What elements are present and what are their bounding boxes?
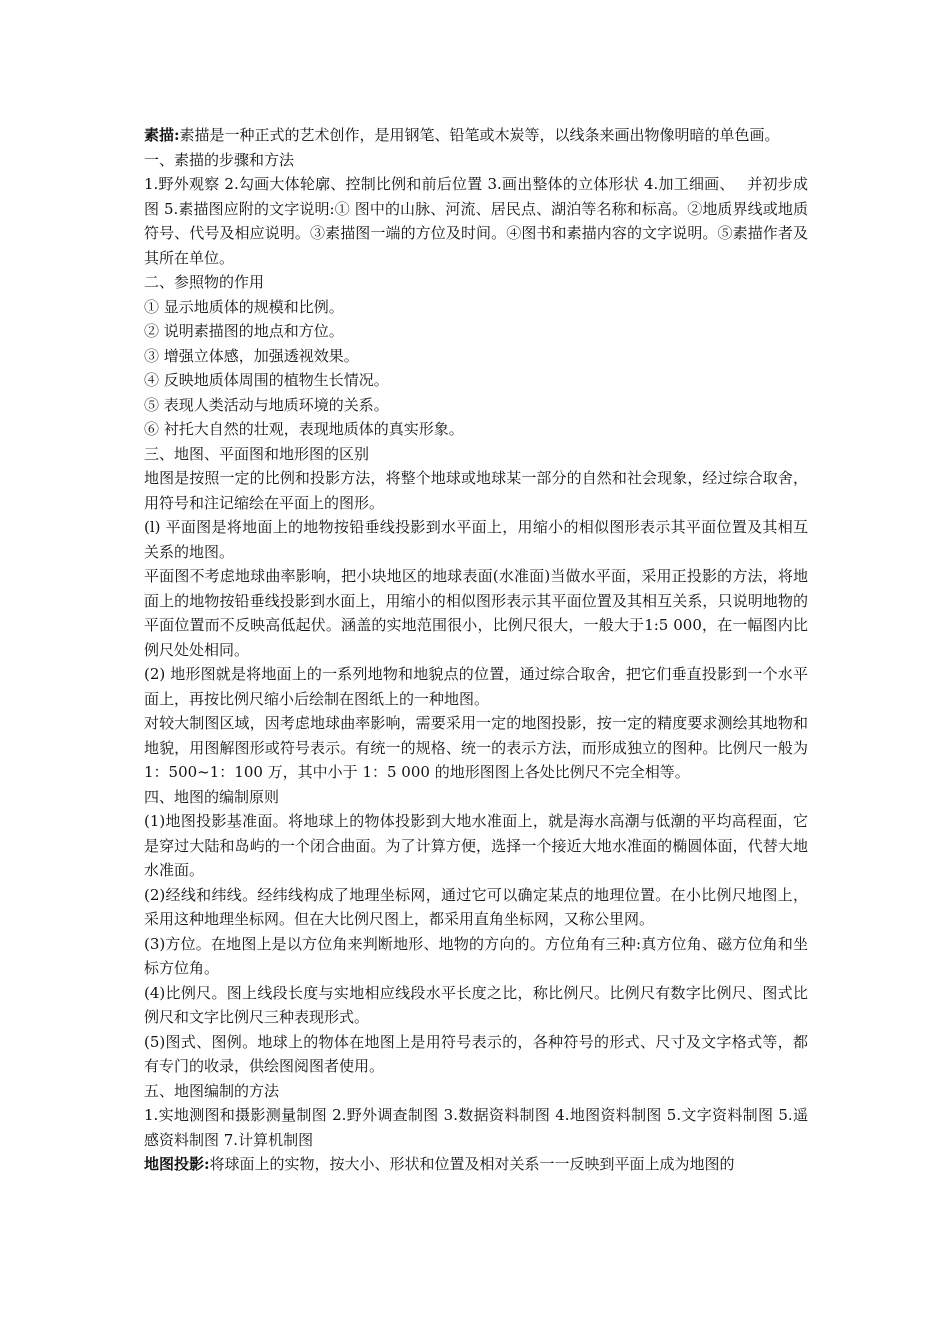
paragraph-steps: 1.野外观察 2.勾画大体轮廓、控制比例和前后位置 3.画出整体的立体形状 4.加工细画、 并初步成图 5.素描图应附的文字说明:① 图中的山脉、河流、居民点、湖泊等名称和标高。②地质界线或地质符号、代号及相应说明。③素描图一端的方位及时间。④图书和素描内容的文字说明。⑤素描作者及其所在单位。: [144, 175, 808, 267]
list-item-3: ③ 增强立体感，加强透视效果。: [144, 346, 359, 365]
paragraph-plan-map-detail: 平面图不考虑地球曲率影响，把小块地区的地球表面(水准面)当做水平面，采用正投影的方法，将地面上的地物按铅垂线投影到水面上，用缩小的相似图形表示其平面位置及其相互关系，只说明地物的平面位置而不反映高低起伏。涵盖的实地范围很小，比例尺很大，一般大于1:5 000，在一幅图内比例尺处处相同。: [144, 567, 808, 659]
list-item-2: ② 说明素描图的地点和方位。: [144, 322, 344, 340]
paragraph-map-definition: 地图是按照一定的比例和投影方法，将整个地球或地球某一部分的自然和社会现象，经过综合取舍，用符号和注记缩绘在平面上的图形。: [144, 469, 808, 512]
paragraph-principle-4: (4)比例尺。图上线段长度与实地相应线段水平长度之比，称比例尺。比例尺有数字比例尺、图式比例尺和文字比例尺三种表现形式。: [144, 983, 808, 1026]
definition-sketch: 素描是一种正式的艺术创作，是用钢笔、铅笔或木炭等，以线条来画出物像明暗的单色画。: [179, 126, 780, 144]
list-item-5: ⑤ 表现人类活动与地质环境的关系。: [144, 395, 389, 414]
paragraph-principle-2: (2)经线和纬线。经纬线构成了地理坐标网，通过它可以确定某点的地理位置。在小比例尺地图上，采用这种地理坐标网。但在大比例尺图上，都采用直角坐标网，又称公里网。: [144, 885, 808, 928]
paragraph-topographic-map-detail: 对较大制图区域，因考虑地球曲率影响，需要采用一定的地图投影，按一定的精度要求测绘其地物和地貌，用图解图形或符号表示。有统一的规格、统一的表示方法，而形成独立的图种。比例尺一般为 1：500~1：100 万，其中小于 1：5 000 的地形图图上各处比例尺不完全相等。: [144, 714, 808, 781]
definition-map-projection: 将球面上的实物，按大小、形状和位置及相对关系一一反映到平面上成为地图的: [209, 1155, 735, 1173]
heading-section-1: 一、素描的步骤和方法: [144, 150, 295, 169]
heading-section-2: 二、参照物的作用: [144, 273, 265, 291]
paragraph-plan-map: (l) 平面图是将地面上的地物按铅垂线投影到水平面上，用缩小的相似图形表示其平面位置及其相互关系的地图。: [144, 518, 808, 561]
term-sketch: 素描:: [144, 126, 180, 144]
heading-section-3: 三、地图、平面图和地形图的区别: [144, 444, 370, 463]
paragraph-principle-5: (5)图式、图例。地球上的物体在地图上是用符号表示的，各种符号的形式、尺寸及文字格式等，都有专门的收录，供绘图阅图者使用。: [144, 1032, 808, 1075]
paragraph-principle-3: (3)方位。在地图上是以方位角来判断地形、地物的方向的。方位角有三种:真方位角、磁方位角和坐标方位角。: [144, 934, 808, 977]
document-body: [144, 123, 808, 1177]
list-item-4: ④ 反映地质体周围的植物生长情况。: [144, 371, 389, 389]
term-map-projection: 地图投影:: [144, 1155, 210, 1173]
paragraph-methods: 1.实地测图和摄影测量制图 2.野外调查制图 3.数据资料制图 4.地图资料制图 5.文字资料制图 5.遥感资料制图 7.计算机制图: [144, 1106, 808, 1149]
paragraph-principle-1: (1)地图投影基准面。将地球上的物体投影到大地水准面上，就是海水高潮与低潮的平均高程面，它是穿过大陆和岛屿的一个闭合曲面。为了计算方便，选择一个接近大地水准面的椭圆体面，代替大地水准面。: [144, 812, 808, 879]
list-item-1: ① 显示地质体的规模和比例。: [144, 297, 344, 316]
heading-section-5: 五、地图编制的方法: [144, 1081, 280, 1100]
paragraph-topographic-map: (2) 地形图就是将地面上的一系列地物和地貌点的位置，通过综合取舍，把它们垂直投影到一个水平面上，再按比例尺缩小后绘制在图纸上的一种地图。: [144, 665, 808, 708]
list-item-6: ⑥ 衬托大自然的壮观，表现地质体的真实形象。: [144, 420, 464, 438]
paragraph-sketch-definition: [144, 123, 808, 148]
paragraph-map-projection: [144, 1152, 808, 1177]
heading-section-4: 四、地图的编制原则: [144, 787, 280, 806]
